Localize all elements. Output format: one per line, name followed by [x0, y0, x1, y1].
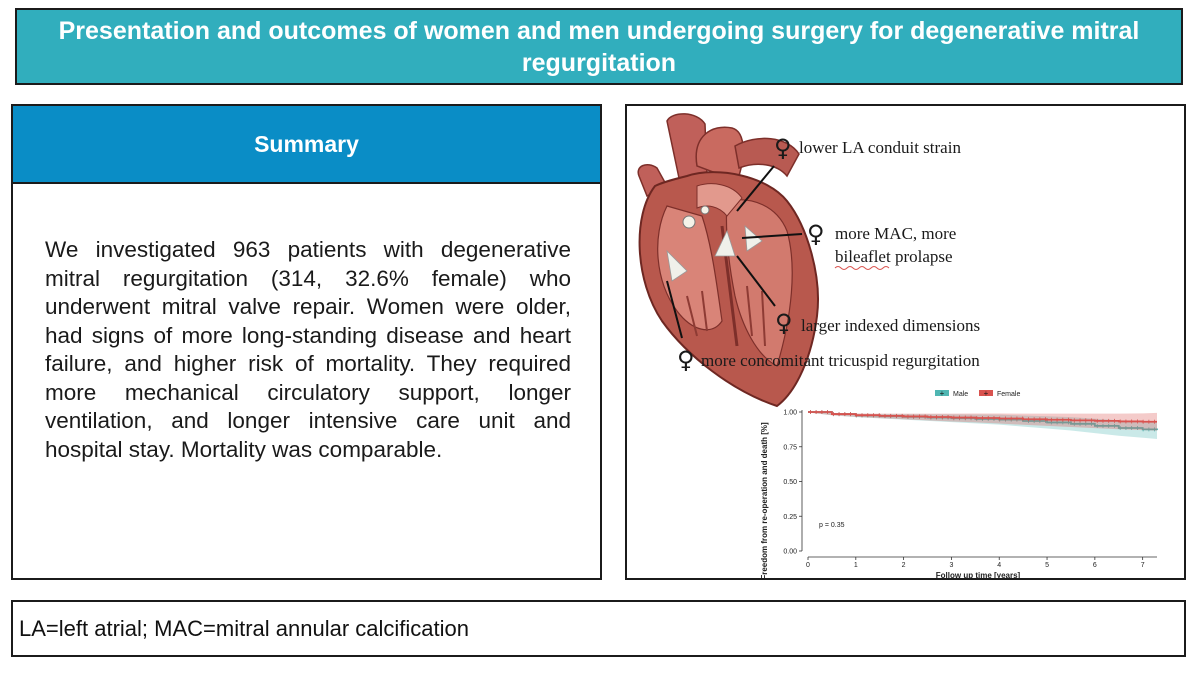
x-tick-label: 3 — [949, 562, 954, 569]
svg-text:+: + — [939, 389, 945, 398]
km-chart — [760, 389, 1157, 580]
svg-text:+: + — [983, 389, 989, 398]
legend-male: Male — [953, 391, 969, 398]
p-value: p = 0.35 — [819, 522, 845, 529]
page-title: Presentation and outcomes of women and men undergoing surgery for degenerative mitral regurgitation — [58, 16, 1140, 77]
chart-legend — [935, 389, 1020, 398]
x-tick-label: 7 — [1140, 562, 1145, 569]
abbreviations-box — [11, 600, 1186, 657]
x-tick-label: 2 — [901, 562, 906, 569]
y-tick-label: 0.25 — [783, 513, 797, 521]
annotation-mac-text-line1: more MAC, more — [835, 224, 957, 243]
x-axis-label: Follow up time [years] — [935, 571, 1021, 580]
female-symbol-icon: ♀ — [807, 220, 825, 248]
annotation-tricuspid-text: more concomitant tricuspid regurgitation — [701, 351, 980, 370]
y-tick-label: 0.75 — [783, 444, 797, 452]
female-symbol-icon: ♀ — [677, 346, 695, 374]
y-tick-label: 0.00 — [783, 548, 797, 556]
x-tick-label: 4 — [997, 562, 1002, 569]
legend-female: Female — [997, 391, 1021, 398]
annotation-la-strain — [774, 134, 961, 162]
annotation-la-strain-text: lower LA conduit strain — [799, 138, 961, 157]
summary-heading: Summary — [254, 130, 359, 157]
annotation-tricuspid — [677, 346, 980, 374]
annotation-mac-text-line2: bileaflet prolapse — [835, 247, 953, 266]
x-tick-label: 1 — [853, 562, 858, 569]
y-axis-label: Freedom from re-operation and death [%] — [760, 422, 769, 580]
female-symbol-icon: ♀ — [775, 309, 793, 337]
annotation-mac — [807, 220, 956, 270]
y-tick-label: 1.00 — [783, 409, 797, 417]
figure-canvas — [627, 106, 1186, 580]
summary-panel — [11, 104, 602, 580]
x-tick-label: 6 — [1092, 562, 1097, 569]
title-banner — [15, 8, 1183, 85]
annotation-dimensions-text: larger indexed dimensions — [801, 316, 981, 335]
figure-panel — [625, 104, 1186, 580]
abbreviations-text: LA=left atrial; MAC=mitral annular calcification — [19, 615, 469, 641]
summary-text: We investigated 963 patients with degenerative mitral regurgitation (314, 32.6% female) who underwent mitral valve repair. Women were older, had signs of more long-standing disease and heart failure, and higher risk of mortality. They required more mechanical circulatory support, longer ventilation, and longer intensive care unit and hospital stay. Mortality was comparable. — [45, 237, 571, 462]
x-tick-label: 0 — [806, 562, 810, 569]
summary-header — [13, 106, 600, 184]
female-symbol-icon: ♀ — [774, 134, 792, 162]
y-tick-label: 0.50 — [783, 479, 797, 486]
x-tick-label: 5 — [1045, 562, 1049, 569]
